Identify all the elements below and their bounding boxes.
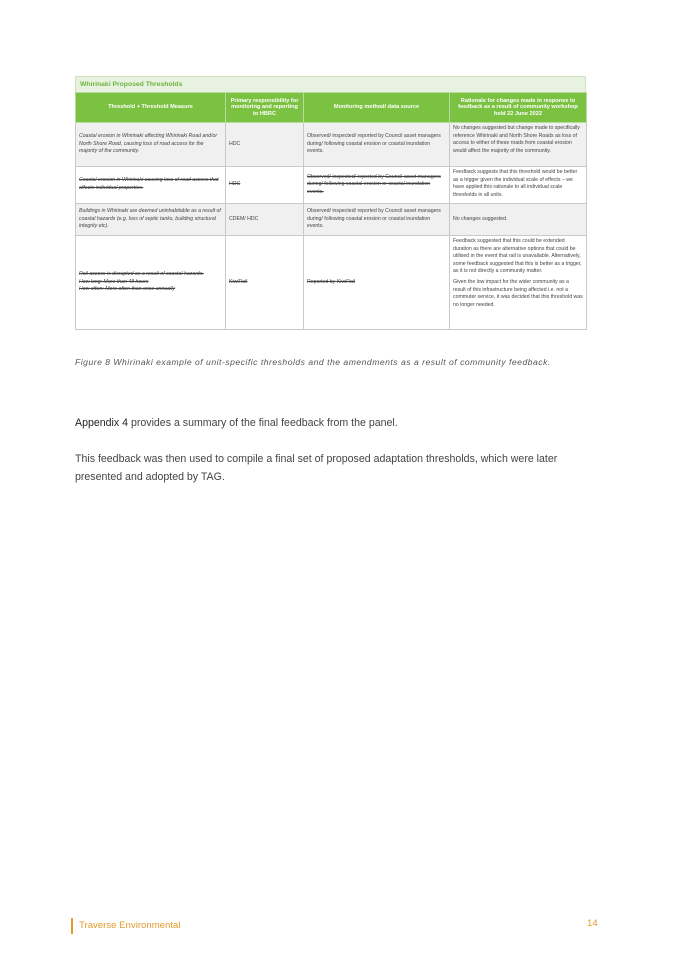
responsibility-cell: CDEM/ HDC [226, 204, 304, 236]
header-rationale: Rationale for changes made in response to feedback as a result of community workshop held 22 June 2022 [450, 93, 587, 123]
responsibility-cell: KiwiRail [226, 236, 304, 330]
paragraph-text: provides a summary of the final feedback from the panel. [128, 417, 398, 429]
footer-org: Traverse Environmental [79, 920, 181, 931]
threshold-figure [75, 76, 586, 330]
figure-caption: Figure 8 Whirinaki example of unit-specific thresholds and the amendments as a result of community feedback. [75, 357, 551, 367]
method-cell: Reported by KiwiRail [304, 236, 450, 330]
responsibility-cell: HDC [226, 167, 304, 204]
method-cell: Observed/ inspected/ reported by Council asset managers during/ following coastal erosion or coastal inundation events. [304, 204, 450, 236]
rationale-paragraph: Given the low impact for the wider community as a result of this infrastructure being affected i.e. not a commuter service, it was decided that this threshold was no longer needed. [453, 278, 583, 308]
footer-accent-bar [71, 918, 73, 934]
table-header-row [76, 93, 587, 123]
responsibility-cell: HDC [226, 123, 304, 167]
table-row [76, 204, 587, 236]
threshold-line: How often: More often than once annually [79, 286, 176, 293]
threshold-cell: Coastal erosion in Whirinaki affecting Whirinaki Road and/or North Shore Road, causing loss of road access for the majority of the community. [76, 123, 226, 167]
threshold-line: Rail access is disrupted as a result of coastal hazards. [79, 271, 204, 278]
rationale-cell [450, 236, 587, 330]
body-paragraph-2: This feedback was then used to compile a final set of proposed adaptation thresholds, which were later presented and adopted by TAG. [75, 453, 558, 483]
figure-title: Whirinaki Proposed Thresholds [75, 76, 586, 92]
table-row [76, 123, 587, 167]
table-row [76, 236, 587, 330]
appendix-link[interactable]: Appendix 4 [75, 417, 129, 429]
rationale-cell: No changes suggested. [450, 204, 587, 236]
threshold-cell [76, 236, 226, 330]
rationale-paragraph: Feedback suggested that this could be extended duration as there are alternative options that could be utilised in the event that rail is unavailable. Alternatively, some feedback suggested that this is better as a trigger, as it is not directly a community matter. [453, 238, 582, 275]
body-paragraph-1 [75, 414, 605, 432]
table-row [76, 167, 587, 204]
header-responsibility: Primary responsibility for monitoring and reporting to HBRC [226, 93, 304, 123]
threshold-cell: Coastal erosion in Whirinaki causing loss of road access that affects individual properties. [76, 167, 226, 204]
header-threshold: Threshold + Threshold Measure [76, 93, 226, 123]
threshold-cell: Buildings in Whirinaki are deemed uninhabitable as a result of coastal hazards (e.g. loss of septic tanks, building structural integrity etc). [76, 204, 226, 236]
method-cell: Observed/ inspected/ reported by Council asset managers during/ following coastal erosion or coastal inundation events. [304, 167, 450, 204]
header-method: Monitoring method/ data source [304, 93, 450, 123]
rationale-cell: Feedback suggests that this threshold would be better as a trigger given the individual scale of effects – we have applied this rationale to all individual scale thresholds in all units. [450, 167, 587, 204]
threshold-table [75, 92, 587, 330]
method-cell: Observed/ inspected/ reported by Council asset managers during/ following coastal erosion or coastal inundation events. [304, 123, 450, 167]
rationale-cell: No changes suggested but change made to specifically reference Whirinaki and North Shore Roads as loss of access to either of these roads from coastal erosion would affect the majority of the community. [450, 123, 587, 167]
threshold-line: How long: More than 48 hours [79, 278, 149, 285]
page-number: 14 [587, 918, 598, 929]
